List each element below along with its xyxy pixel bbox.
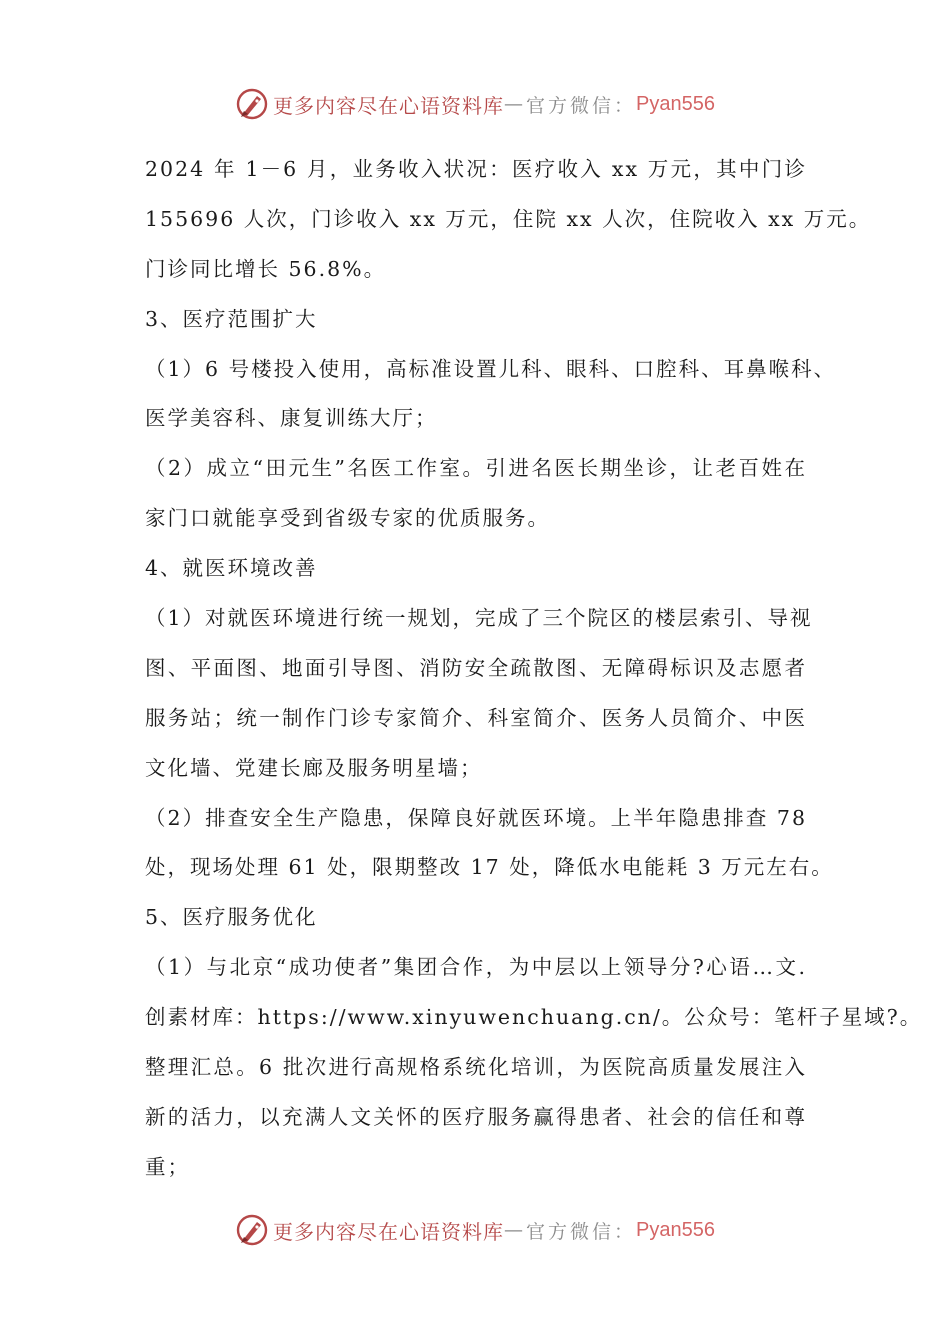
text-line: 2024 年 1－6 月，业务收入状况：医疗收入 xx 万元，其中门诊: [145, 157, 807, 181]
text-line: 图、平面图、地面引导图、消防安全疏散图、无障碍标识及志愿者: [145, 655, 807, 680]
text-line: 家门口就能享受到省级专家的优质服务。: [145, 506, 550, 531]
text-line: 门诊同比增长 56.8%。: [145, 256, 387, 281]
banner-dash: —: [504, 1219, 526, 1241]
text-line: 5、医疗服务优化: [145, 905, 318, 930]
text-line: （1）与北京“成功使者”集团合作，为中层以上领导分?心语…文.: [145, 955, 807, 980]
text-line: 创素材库：https://www.xinyuwenchuang.cn/。公众号：笔杆子星域?。: [145, 1005, 923, 1030]
banner-wechat-id: Pyan556: [636, 92, 715, 115]
text-line: 文化墙、党建长廊及服务明星墙；: [145, 755, 483, 780]
text-line: （2）排查安全生产隐患，保障良好就医环境。上半年隐患排查 78: [145, 805, 807, 830]
banner-slogan: 更多内容尽在心语资料库: [273, 1219, 504, 1244]
text-line: （1）6 号楼投入使用，高标准设置儿科、眼科、口腔科、耳鼻喉科、: [145, 356, 837, 381]
banner-slogan: 更多内容尽在心语资料库: [273, 93, 504, 118]
text-line: 3、医疗范围扩大: [145, 306, 318, 331]
text-line: 整理汇总。6 批次进行高规格系统化培训，为医院高质量发展注入: [145, 1055, 807, 1080]
text-line: 155696 人次，门诊收入 xx 万元，住院 xx 人次，住院收入 xx 万元。: [145, 206, 872, 231]
pen-nib-logo-icon: [235, 1213, 269, 1247]
pen-nib-logo-icon: [235, 87, 269, 121]
text-line: 4、就医环境改善: [145, 556, 318, 581]
text-line: （2）成立“田元生”名医工作室。引进名医长期坐诊，让老百姓在: [145, 456, 807, 481]
banner-wechat-id: Pyan556: [636, 1218, 715, 1241]
text-line: （1）对就医环境进行统一规划，完成了三个院区的楼层索引、导视: [145, 606, 813, 631]
text-line: 医学美容科、康复训练大厅；: [145, 406, 438, 431]
banner-wechat-label: 官方微信：: [526, 94, 637, 117]
text-line: 服务站；统一制作门诊专家简介、科室简介、医务人员简介、中医: [145, 705, 807, 730]
text-line: 处，现场处理 61 处，限期整改 17 处，降低水电能耗 3 万元左右。: [145, 855, 834, 880]
document-body: [145, 145, 923, 1193]
text-line: 重；: [145, 1154, 190, 1179]
header-watermark-banner: [0, 82, 950, 126]
text-line: 新的活力，以充满人文关怀的医疗服务赢得患者、社会的信任和尊: [145, 1104, 807, 1129]
footer-watermark-banner: [0, 1208, 950, 1252]
banner-wechat-label: 官方微信：: [526, 1220, 637, 1243]
banner-dash: —: [504, 93, 526, 115]
